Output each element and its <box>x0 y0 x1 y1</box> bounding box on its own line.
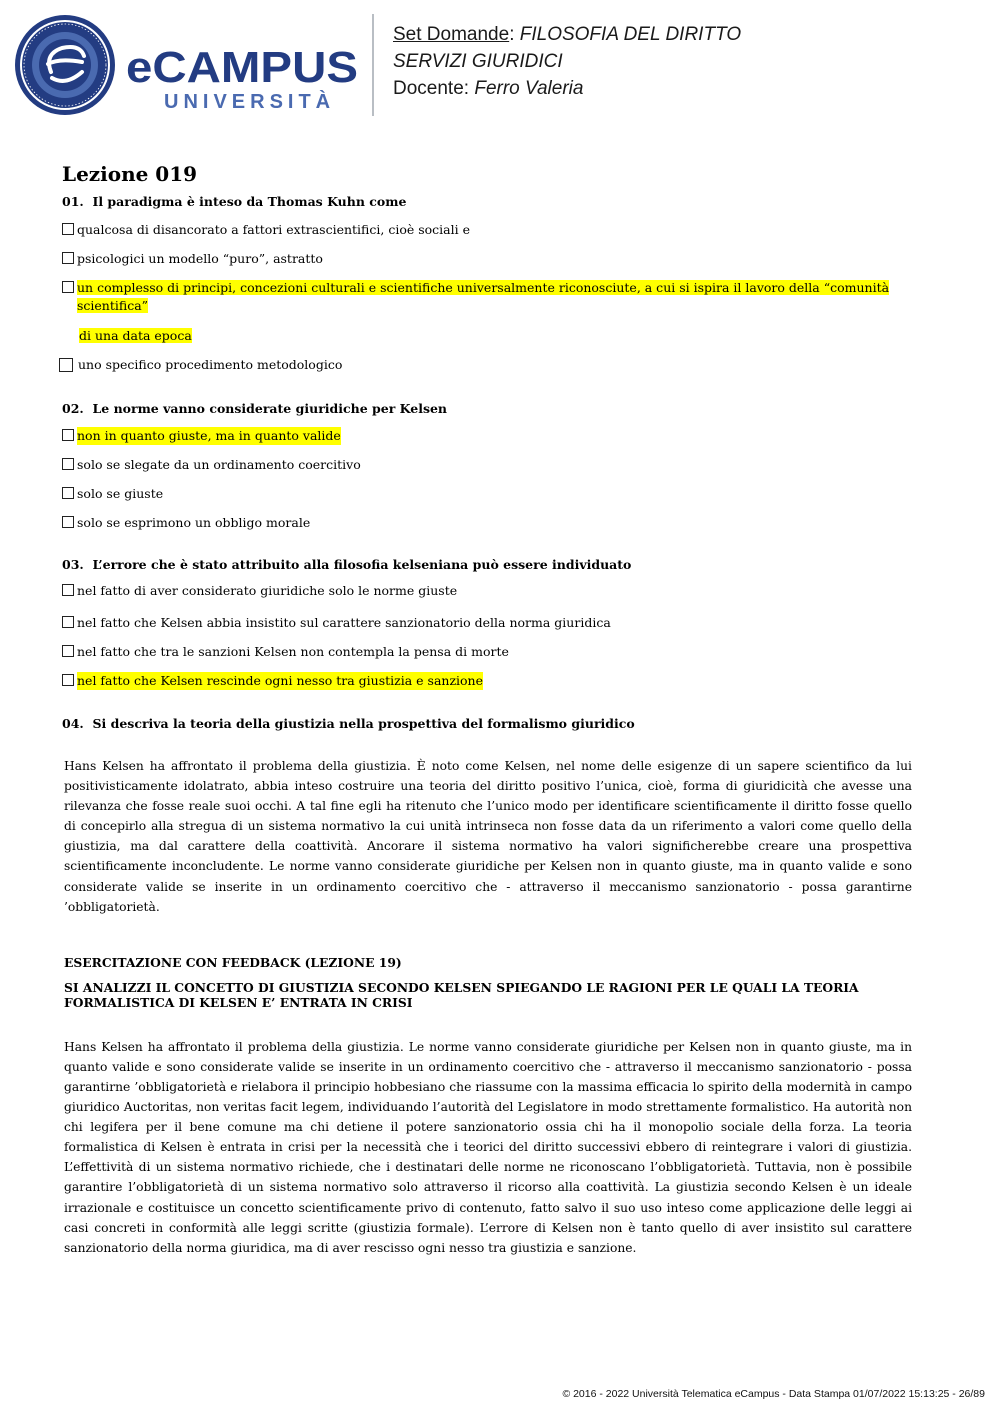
checkbox[interactable] <box>62 429 74 441</box>
header-divider <box>372 14 374 116</box>
option-text: un complesso di principi, concezioni culturali e scientifiche universalmente riconosciute, a cui si ispira il lavoro della “comunità scientifica” <box>77 280 890 313</box>
docente-line: Docente: Ferro Valeria <box>393 78 584 99</box>
question-03-option-2[interactable] <box>62 614 912 632</box>
question-01-option-4[interactable] <box>59 356 912 374</box>
exercise-subtitle: SI ANALIZZI IL CONCETTO DI GIUSTIZIA SECONDO KELSEN SPIEGANDO LE RAGIONI PER LE QUALI LA TEORIA FORMALISTICA DI KELSEN E’ ENTRATA IN CRISI <box>64 979 859 1010</box>
option-text: solo se giuste <box>77 486 164 501</box>
course-subtitle: SERVIZI GIURIDICI <box>393 51 563 72</box>
option-text: non in quanto giuste, ma in quanto valide <box>77 428 341 443</box>
question-01-option-2[interactable] <box>62 250 912 268</box>
ecampus-wordmark <box>126 40 361 115</box>
checkbox[interactable] <box>62 584 74 596</box>
question-04-answer: Hans Kelsen ha affrontato il problema della giustizia. È noto come Kelsen, nel nome delle esigenze di un sapere scientifico da lui positivisticamente idolatrato, abbia inteso costruire una teoria del diritto positivo l’unica, cioè, forma di giuridicità che avesse una rilevanza che fosse reale suoi occhi. A tal fine egli ha ritenuto che l’unico modo per identificare scientificamente il diritto fosse quello di concepirlo alla stregua di un sistema normativo la cui unità intrinseca non fosse data da un riferimento a valori come quello della giustizia, ma dal carattere della coattività. Ancorare il sistema normativo ha valori significherebbe creare una prospettiva scientificamente inconcludente. Le norme vanno considerate giuridiche per Kelsen non in quanto giuste, ma in quanto valide e sono considerate valide se inserite in un ordinamento coercitivo che - attraverso il meccanismo sanzionatorio - possa garantirne ’obbligatorietà. <box>64 759 912 914</box>
question-03-option-3[interactable] <box>62 643 912 661</box>
page-content <box>62 162 912 1258</box>
question-02-option-2[interactable] <box>62 456 912 474</box>
checkbox[interactable] <box>62 616 74 628</box>
option-text: psicologici un modello “puro”, astratto <box>77 251 323 266</box>
option-text: uno specifico procedimento metodologico <box>78 357 343 372</box>
checkbox[interactable] <box>62 645 74 657</box>
option-text-continued: di una data epoca <box>79 328 192 343</box>
logo-sub-text: UNIVERSITÀ <box>164 91 336 113</box>
option-text: nel fatto che Kelsen rescinde ogni nesso tra giustizia e sanzione <box>77 673 483 688</box>
question-02-text: 02. Le norme vanno considerate giuridiche per Kelsen <box>62 401 448 416</box>
course-info <box>393 21 741 102</box>
page-header <box>0 0 1000 130</box>
question-02-option-1-correct[interactable] <box>62 427 912 445</box>
checkbox[interactable] <box>62 223 74 235</box>
docente-name: Ferro Valeria <box>474 78 584 99</box>
option-text: nel fatto di aver considerato giuridiche solo le norme giuste <box>77 583 458 598</box>
question-01-option-1[interactable] <box>62 221 912 239</box>
exercise-title: ESERCITAZIONE CON FEEDBACK (LEZIONE 19) <box>64 954 402 970</box>
checkbox[interactable] <box>62 252 74 264</box>
question-01-option-3-correct[interactable] <box>62 279 912 345</box>
question-04-text: 04. Si descriva la teoria della giustizia nella prospettiva del formalismo giuridico <box>62 716 635 731</box>
page-footer: © 2016 - 2022 Università Telematica eCampus - Data Stampa 01/07/2022 15:13:25 - 26/89 <box>562 1388 985 1400</box>
question-03 <box>62 556 912 690</box>
course-subtitle-line <box>393 48 741 75</box>
question-01 <box>62 193 912 374</box>
question-04 <box>62 715 912 917</box>
lesson-title: Lezione 019 <box>62 162 198 186</box>
question-02-option-3[interactable] <box>62 485 912 503</box>
ecampus-seal-logo <box>14 14 116 116</box>
checkbox[interactable] <box>62 281 74 293</box>
exercise-answer: Hans Kelsen ha affrontato il problema della giustizia. Le norme vanno considerate giuridiche per Kelsen non in quanto giuste, ma in quanto valide e sono considerate valide se inserite in un ordinamento coercitivo che - attraverso il meccanismo sanzionatorio - possa garantirne ’obbligatorietà e rielabora il principio hobbesiano che riassume con la massima efficacia lo spirito della modernità in campo giuridico Auctoritas, non veritas facit legem, individuando l’autorità del Legislatore in modo strettamente formalistico. Ha autorità non chi legifera per il bene comune ma chi detiene il potere sanzionatorio ossia chi ha il monopolio sociale della forza. La teoria formalistica di Kelsen è entrata in crisi per la necessità che i teorici del diritto successivi ebbero di reintegrare i valori di giustizia. L’effettività di un sistema normativo richiede, che i destinatari delle norme ne riconoscano l’obbligatorietà. Tuttavia, non è possibile garantire l’obbligatorietà di un sistema normativo solo attraverso il ricorso alla coattività. La giustizia secondo Kelsen è un ideale irrazionale e costituisce un concetto scientificamente privo di contenuto, fatto salvo il suo uso inteso come applicazione delle leggi ai casi concreti in conformità alle leggi scritte (giustizia formale). L’errore di Kelsen non è tanto quello di aver insistito sul carattere sanzionatorio della norma giuridica, ma di aver rescisso ogni nesso tra giustizia e sanzione. <box>64 1039 912 1255</box>
logo-brand-text: eCAMPUS <box>126 43 358 92</box>
option-text: nel fatto che Kelsen abbia insistito sul carattere sanzionatorio della norma giuridica <box>77 615 611 630</box>
course-title: FILOSOFIA DEL DIRITTO <box>519 24 742 45</box>
option-text: solo se esprimono un obbligo morale <box>77 515 311 530</box>
question-02 <box>62 400 912 532</box>
checkbox[interactable] <box>62 487 74 499</box>
question-02-option-4[interactable] <box>62 514 912 532</box>
question-03-option-1[interactable] <box>62 582 912 600</box>
docente-label: Docente <box>393 78 464 99</box>
checkbox[interactable] <box>62 458 74 470</box>
option-text: qualcosa di disancorato a fattori extrascientifici, cioè sociali e <box>77 222 470 237</box>
question-01-text: 01. Il paradigma è inteso da Thomas Kuhn come <box>62 194 407 209</box>
exercise-section <box>64 955 912 1258</box>
checkbox[interactable] <box>62 674 74 686</box>
set-label: Set Domande <box>393 24 510 45</box>
checkbox[interactable] <box>62 516 74 528</box>
question-03-option-4-correct[interactable] <box>62 672 912 690</box>
checkbox[interactable] <box>59 358 73 372</box>
question-03-text: 03. L’errore che è stato attribuito alla filosofia kelseniana può essere individuato <box>62 557 632 572</box>
option-text: solo se slegate da un ordinamento coercitivo <box>77 457 361 472</box>
option-text: nel fatto che tra le sanzioni Kelsen non contempla la pensa di morte <box>77 644 509 659</box>
course-title-line: Set Domande: FILOSOFIA DEL DIRITTO <box>393 24 742 45</box>
